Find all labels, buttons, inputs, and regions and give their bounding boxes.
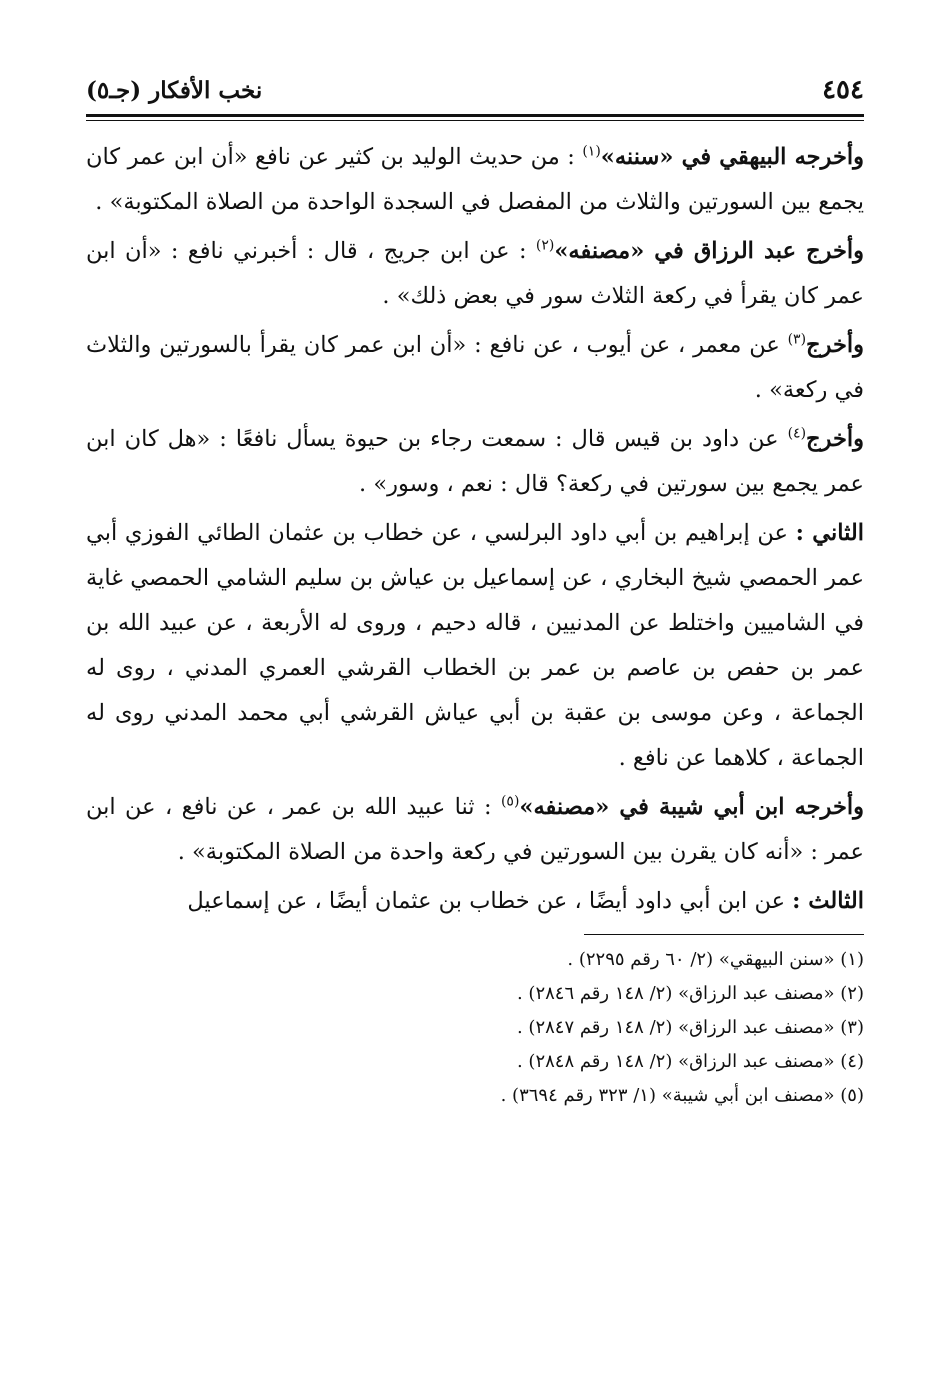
paragraph-text: عن ابن أبي داود أيضًا ، عن خطاب بن عثمان أيضًا ، عن إسماعيل [187, 888, 793, 914]
paragraph-lead: الثاني : [795, 520, 864, 546]
paragraph-2 [86, 229, 864, 319]
footnote-ref[interactable]: (١) [582, 143, 601, 160]
paragraph-text: عن إبراهيم بن أبي داود البرلسي ، عن خطاب بن عثمان الطائي الفوزي أبي عمر الحمصي شيخ البخاري ، عن إسماعيل بن عياش بن سليم الشامي الحمصي غاية في الشاميين واختلط عن المدنيين ، قاله دحيم ، وروى له الأربعة ، عن عبيد الله بن عمر بن حفص بن عاصم بن عمر بن الخطاب القرشي العمري المدني ، روى له الجماعة ، وعن موسى بن عقبة بن أبي عياش القرشي أبي محمد المدني روى له الجماعة ، كلاهما عن نافع . [86, 520, 864, 771]
paragraph-1 [86, 135, 864, 225]
footnote-4: (٤) «مصنف عبد الرزاق» (٢/ ١٤٨ رقم ٢٨٤٨) . [516, 1051, 864, 1072]
footnote-separator [584, 934, 864, 935]
footnotes [86, 943, 864, 1113]
main-text [86, 135, 864, 924]
paragraph-lead: وأخرجه ابن أبي شيبة في «مصنفه» [519, 794, 864, 820]
footnote-1: (١) «سنن البيهقي» (٢/ ٦٠ رقم ٢٢٩٥) . [567, 949, 864, 970]
paragraph-text: عن معمر ، عن أيوب ، عن نافع : «أن ابن عمر كان يقرأ بالسورتين والثلاث في ركعة» . [86, 332, 864, 403]
paragraph-text: : عن ابن جريج ، قال : أخبرني نافع : «أن ابن عمر كان يقرأ في ركعة الثلاث سور في بعض ذلك» . [86, 238, 864, 309]
paragraph-6 [86, 785, 864, 875]
paragraph-text: : ثنا عبيد الله بن عمر ، عن نافع ، عن ابن عمر : «أنه كان يقرن بين السورتين في ركعة واحدة من الصلاة المكتوبة» . [86, 794, 864, 865]
paragraph-lead: وأخرج [806, 332, 864, 358]
book-title: نخب الأفكار (جـ٥) [86, 76, 263, 104]
header-rule-thick [86, 114, 864, 117]
paragraph-3 [86, 323, 864, 413]
document-page [86, 70, 864, 1113]
footnote-5: (٥) «مصنف ابن أبي شيبة» (١/ ٣٢٣ رقم ٣٦٩٤) . [500, 1085, 864, 1106]
running-header [86, 70, 864, 110]
page-number: ٤٥٤ [822, 75, 864, 105]
paragraph-text: : من حديث الوليد بن كثير عن نافع «أن ابن عمر كان يجمع بين السورتين والثلاث من المفصل في السجدة الواحدة من الصلاة المكتوبة» . [86, 144, 864, 215]
paragraph-5 [86, 511, 864, 781]
paragraph-4 [86, 417, 864, 507]
footnote-2: (٢) «مصنف عبد الرزاق» (٢/ ١٤٨ رقم ٢٨٤٦) . [516, 983, 864, 1004]
paragraph-7 [86, 879, 864, 924]
footnote-ref[interactable]: (٥) [500, 793, 520, 810]
footnote-3: (٣) «مصنف عبد الرزاق» (٢/ ١٤٨ رقم ٢٨٤٧) . [516, 1017, 864, 1038]
footnote-ref[interactable]: (٤) [787, 425, 807, 442]
paragraph-lead: الثالث : [792, 888, 864, 914]
paragraph-lead: وأخرج عبد الرزاق في «مصنفه» [554, 238, 864, 264]
paragraph-lead: وأخرج [806, 426, 864, 452]
header-rule-thin [86, 120, 864, 121]
footnote-ref[interactable]: (٢) [535, 237, 555, 254]
paragraph-lead: وأخرجه البيهقي في «سننه» [600, 144, 864, 170]
paragraph-text: عن داود بن قيس قال : سمعت رجاء بن حيوة يسأل نافعًا : «هل كان ابن عمر يجمع بين سورتين في ركعة؟ قال : نعم ، وسور» . [86, 426, 864, 497]
footnote-ref[interactable]: (٣) [787, 331, 807, 348]
